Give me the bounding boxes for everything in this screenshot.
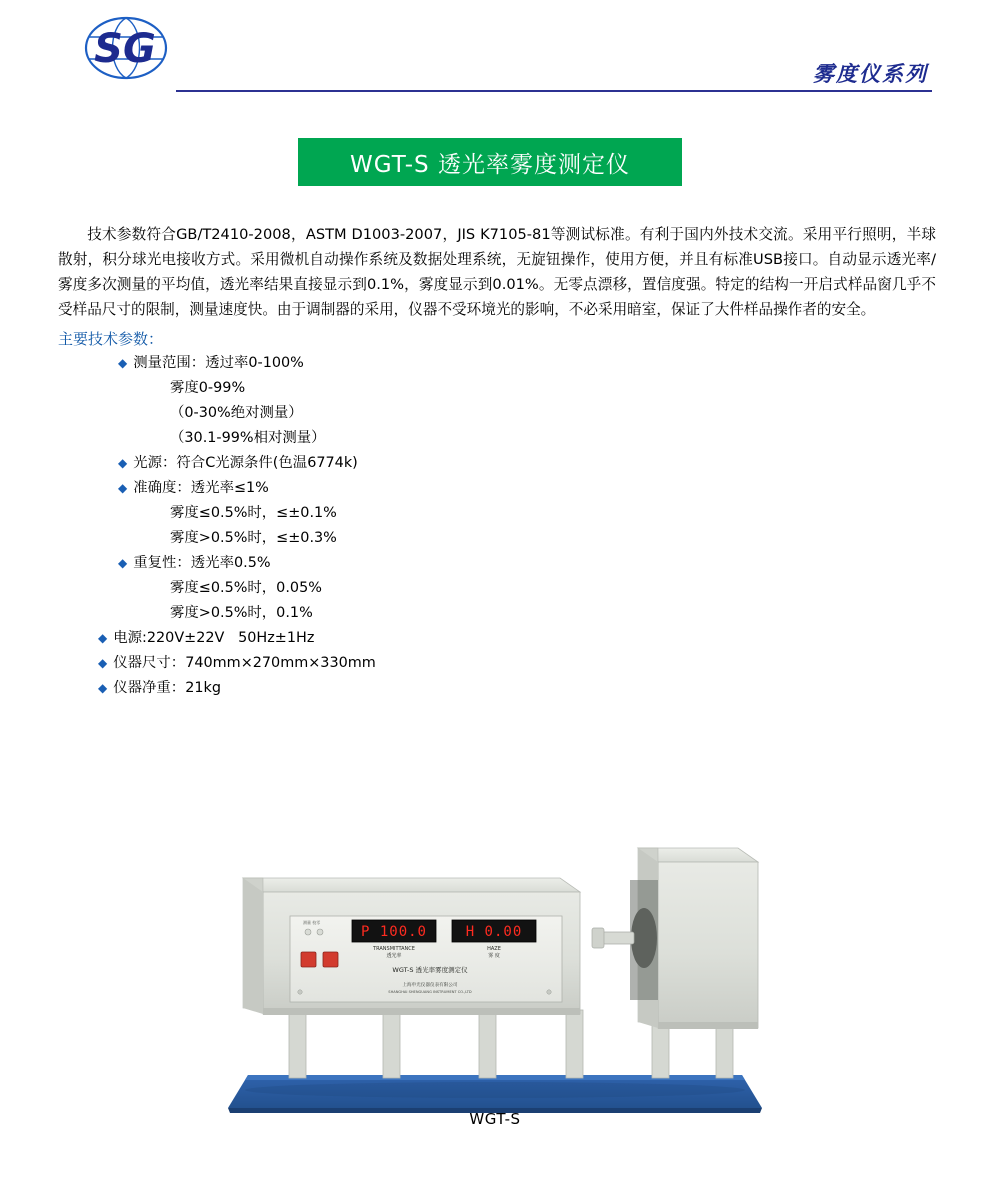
spec-text: 雾度>0.5%时，≤±0.3% [170,530,337,546]
spec-text: （0-30%绝对测量） [170,405,303,421]
list-item [58,376,936,401]
list-item [58,676,936,701]
integrating-sphere-unit [592,848,758,1029]
diamond-bullet-icon: ◆ [98,681,108,695]
page-title-banner [298,138,682,186]
panel-screw [298,990,302,994]
list-item [58,601,936,626]
indicator-lamp [305,929,311,935]
list-item [58,351,936,376]
list-item [58,551,936,576]
svg-text:SHANGHAI SHENGUANG INSTRUMENT: SHANGHAI SHENGUANG INSTRUMENT CO.,LTD [388,990,472,994]
diamond-bullet-icon: ◆ [118,456,128,470]
spec-text: 仪器尺寸：740mm×270mm×330mm [113,655,376,671]
svg-text:WGT-S 透光率雾度测定仪: WGT-S 透光率雾度测定仪 [392,966,468,974]
list-item [58,576,936,601]
diamond-bullet-icon: ◆ [118,481,128,495]
spec-text: 电源:220V±22V 50Hz±1Hz [113,630,315,646]
content-area [58,222,936,701]
svg-text:P 100.0: P 100.0 [360,924,428,940]
svg-text:HAZE: HAZE [487,946,501,952]
intro-paragraph: 技术参数符合GB/T2410-2008，ASTM D1003-2007，JIS K7105-81等测试标准。有利于国内外技术交流。采用平行照明，半球散射，积分球光电接收方式。采用微机自动操作系统及数据处理系统，无旋钮操作，使用方便，并且有标准USB接口。自动显示透光率/雾度多次测量的平均值，透光率结果直接显示到0.1%，雾度显示到0.01%。无零点漂移，置信度强。特定的结构一开启式样品窗几乎不受样品尺寸的限制，测量速度快。由于调制器的采用，仪器不受环境光的影响，不必采用暗室，保证了大件样品操作者的安全。 [58,226,936,318]
control-panel [290,916,562,1002]
diamond-bullet-icon: ◆ [118,556,128,570]
diamond-bullet-icon: ◆ [98,656,108,670]
list-item [58,426,936,451]
specs-heading: 主要技术参数： [58,330,164,348]
diamond-bullet-icon: ◆ [118,356,128,370]
spec-text: 光源：符合C光源条件(色温6774k) [133,455,358,471]
spec-text: 雾度>0.5%时，0.1% [170,605,313,621]
indicator-lamp [317,929,323,935]
spec-text: 雾度0-99% [170,380,246,396]
list-item [58,626,936,651]
spec-text: （30.1-99%相对测量） [170,430,326,446]
svg-text:测量 校零: 测量 校零 [303,920,321,925]
page-title: WGT-S 透光率雾度测定仪 [350,151,630,178]
spec-text: 雾度≤0.5%时，≤±0.1% [170,505,337,521]
spec-text: 准确度：透光率≤1% [133,480,269,496]
spec-text: 仪器净重：21kg [113,680,221,696]
spec-text: 测量范围：透过率0-100% [133,355,304,371]
product-photo [0,840,990,1140]
diamond-bullet-icon: ◆ [98,631,108,645]
panel-screw [547,990,551,994]
sg-logo [78,14,174,88]
svg-text:透光率: 透光率 [386,953,402,959]
page-header [0,0,990,110]
list-item [58,451,936,476]
header-divider [176,90,932,92]
svg-text:H 0.00: H 0.00 [465,924,523,940]
list-item [58,401,936,426]
series-title: 雾度仪系列 [813,62,928,86]
svg-text:SG: SG [94,26,156,72]
list-item [58,476,936,501]
measure-button [301,952,316,967]
list-item [58,526,936,551]
svg-text:TRANSMITTANCE: TRANSMITTANCE [373,946,415,952]
zero-button [323,952,338,967]
sample-holder-arm [600,932,634,944]
list-item [58,651,936,676]
spec-text: 雾度≤0.5%时，0.05% [170,580,322,596]
specs-list [58,351,936,701]
photo-caption: WGT-S [469,1110,521,1128]
svg-text:上海申光仪器仪表有限公司: 上海申光仪器仪表有限公司 [402,983,458,988]
svg-text:雾 度: 雾 度 [488,953,500,959]
spec-text: 重复性：透光率0.5% [133,555,271,571]
list-item [58,501,936,526]
